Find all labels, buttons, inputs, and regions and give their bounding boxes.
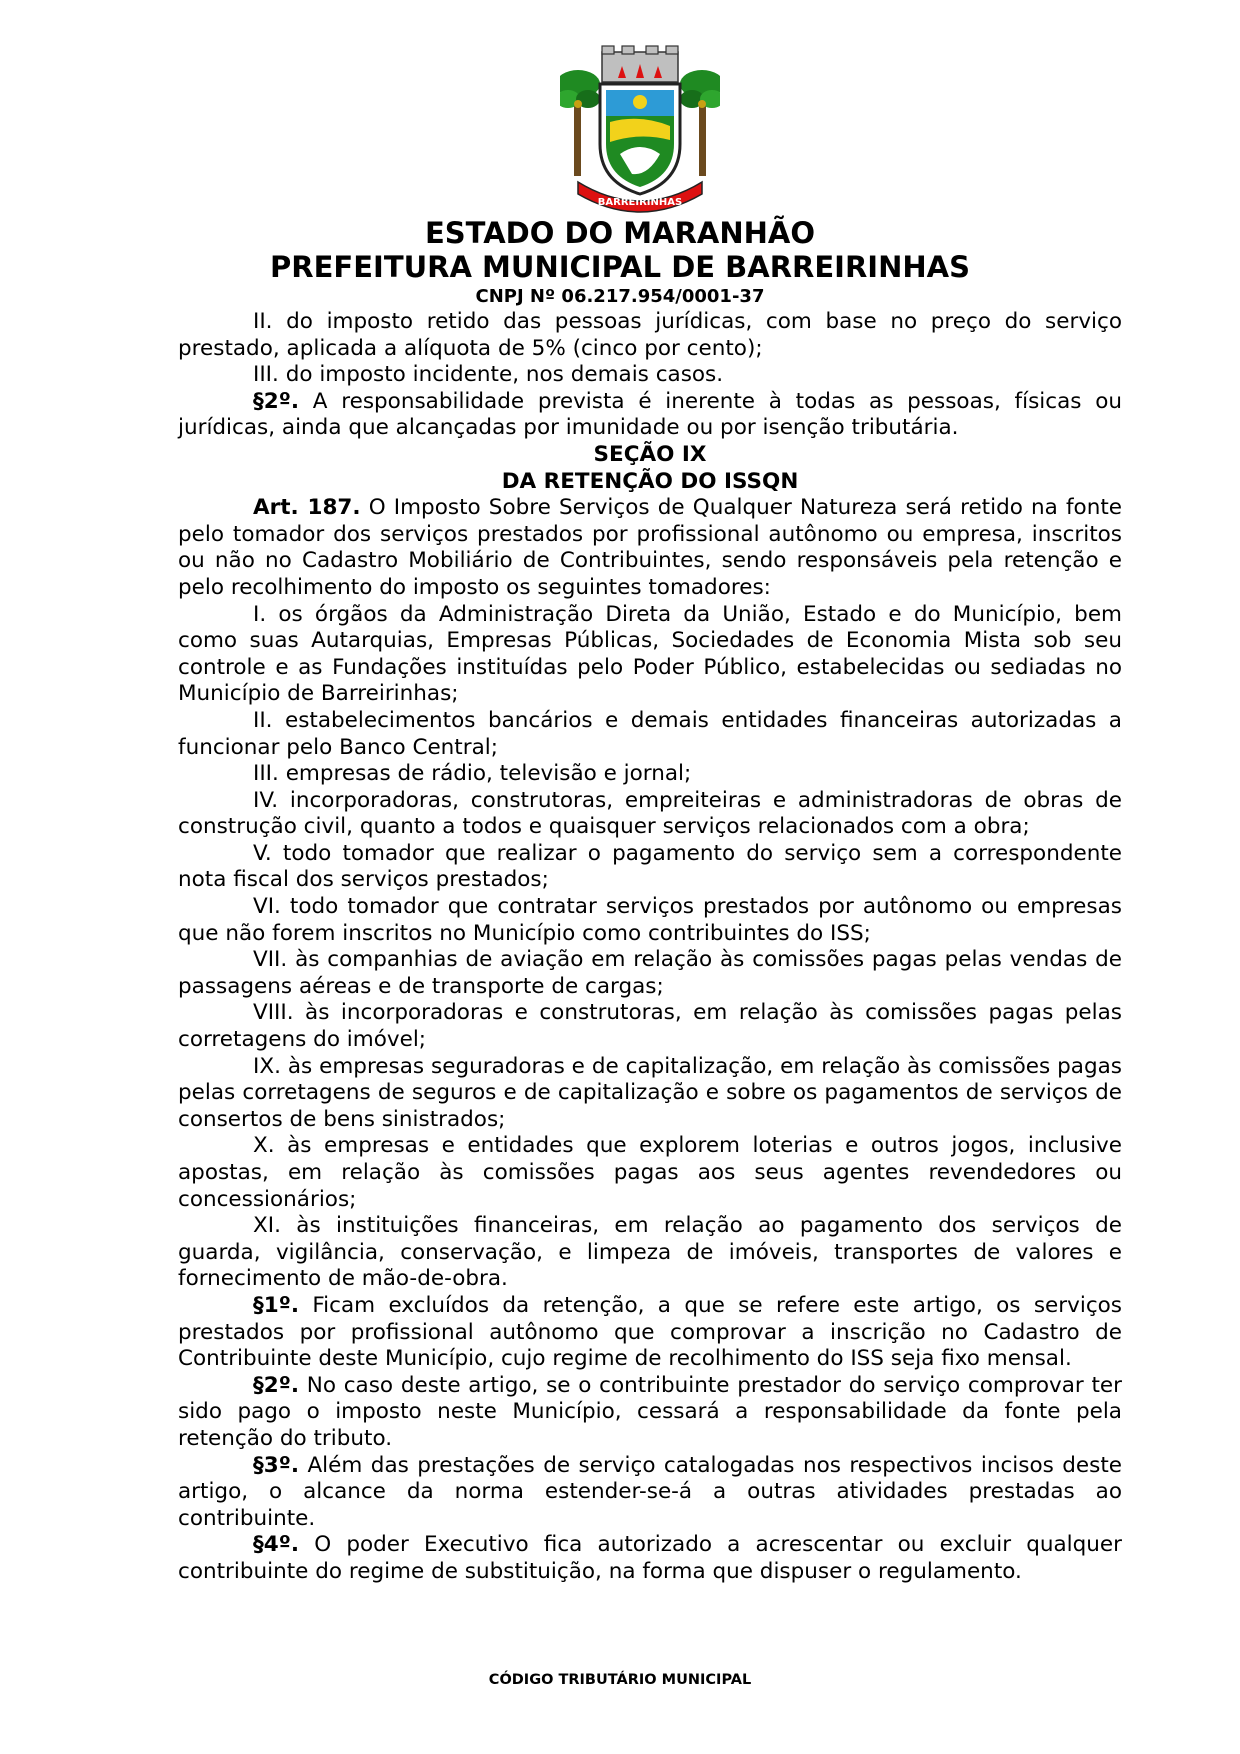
cnpj-line: CNPJ Nº 06.217.954/0001-37 xyxy=(475,286,765,307)
paragraph-1 xyxy=(178,1293,1122,1373)
paragraph-label: §4º. xyxy=(253,1532,300,1558)
inciso-item: VIII. às incorporadoras e construtoras, em relação às comissões pagas pelas corretagens do imóvel; xyxy=(178,1000,1122,1053)
article-label: Art. 187. xyxy=(253,495,361,521)
paragraph-text: O poder Executivo fica autorizado a acrescentar ou excluir qualquer contribuinte do regime de substituição, na forma que dispuser o regulamento. xyxy=(178,1532,1122,1584)
inciso-item: IX. às empresas seguradoras e de capitalização, em relação às comissões pagas pelas corretagens de seguros e de capitalização e sobre os pagamentos de serviços de consertos de bens sinistrados; xyxy=(178,1053,1122,1132)
svg-text:BARREIRINHAS: BARREIRINHAS xyxy=(597,197,683,208)
shield xyxy=(600,84,680,194)
page-footer: CÓDIGO TRIBUTÁRIO MUNICIPAL xyxy=(488,1672,752,1688)
article-187 xyxy=(178,495,1122,601)
inciso-iii: III. do imposto incidente, nos demais casos. xyxy=(253,362,724,388)
inciso-item: XI. às instituições financeiras, em relação ao pagamento dos serviços de guarda, vigilância, conservação, e limpeza de imóveis, transportes de valores e fornecimento de mão-de-obra. xyxy=(178,1213,1122,1292)
inciso-item: IV. incorporadoras, construtoras, empreiteiras e administradoras de obras de construção civil, quanto a todos e quaisquer serviços relacionados com a obra; xyxy=(178,787,1122,840)
paragraph-3 xyxy=(178,1453,1122,1533)
paragraph-text: No caso deste artigo, se o contribuinte prestador do serviço comprovar ter sido pago o imposto neste Município, cessará a responsabilidade da fonte pela retenção do tributo. xyxy=(178,1372,1122,1451)
paragraph-2b xyxy=(178,1373,1122,1453)
paragraph-label: §1º. xyxy=(253,1292,300,1318)
municipal-coat-of-arms xyxy=(560,44,720,216)
document-body xyxy=(178,309,1122,1586)
prefecture-heading: PREFEITURA MUNICIPAL DE BARREIRINHAS xyxy=(270,250,970,284)
inciso-ii: II. do imposto retido das pessoas jurídicas, com base no preço do serviço prestado, aplicada a alíquota de 5% (cinco por cento); xyxy=(178,309,1122,361)
inciso-item: V. todo tomador que realizar o pagamento do serviço sem a correspondente nota fiscal dos serviços prestados; xyxy=(178,840,1122,893)
inciso-item: III. empresas de rádio, televisão e jornal; xyxy=(253,761,692,787)
section-number: SEÇÃO IX xyxy=(593,441,707,467)
paragraph-label: §2º. xyxy=(253,388,300,414)
section-title: DA RETENÇÃO DO ISSQN xyxy=(501,468,799,494)
paragraph-label: §2º. xyxy=(253,1372,300,1398)
state-heading: ESTADO DO MARANHÃO xyxy=(424,216,816,250)
inciso-item: VI. todo tomador que contratar serviços prestados por autônomo ou empresas que não forem inscritos no Município como contribuintes do ISS; xyxy=(178,894,1122,946)
inciso-item: X. às empresas e entidades que explorem loterias e outros jogos, inclusive apostas, em relação às comissões pagas aos seus agentes revendedores ou concessionários; xyxy=(178,1133,1122,1212)
paragraph-text: A responsabilidade prevista é inerente à todas as pessoas, físicas ou jurídicas, ainda que alcançadas por imunidade ou por isenção tributária. xyxy=(178,388,1122,441)
mural-crown xyxy=(602,46,678,82)
article-text: O Imposto Sobre Serviços de Qualquer Natureza será retido na fonte pelo tomador dos serviços prestados por profissional autônomo ou empresa, inscritos ou não no Cadastro Mobiliário de Contribuintes, sendo responsáveis pela retenção e pelo recolhimento do imposto os seguintes tomadores: xyxy=(178,495,1122,600)
right-palm-tree xyxy=(680,70,720,176)
inciso-item: VII. às companhias de aviação em relação às comissões pagas pelas vendas de passagens aéreas e de transporte de cargas; xyxy=(178,947,1122,999)
inciso-item: II. estabelecimentos bancários e demais entidades financeiras autorizadas a funcionar pelo Banco Central; xyxy=(178,707,1122,760)
paragraph-label: §3º. xyxy=(253,1452,300,1478)
left-palm-tree xyxy=(560,70,600,176)
paragraph-2 xyxy=(178,389,1122,442)
paragraph-text: Além das prestações de serviço catalogadas nos respectivos incisos deste artigo, o alcance da norma estender-se-á a outras atividades prestadas ao contribuinte. xyxy=(178,1452,1122,1531)
paragraph-text: Ficam excluídos da retenção, a que se refere este artigo, os serviços prestados por profissional autônomo que comprovar a inscrição no Cadastro de Contribuinte deste Município, cujo regime de recolhimento do ISS seja fixo mensal. xyxy=(178,1292,1122,1372)
inciso-item: I. os órgãos da Administração Direta da União, Estado e do Município, bem como suas Autarquias, Empresas Públicas, Sociedades de Economia Mista sob seu controle e as Fundações instituídas pelo Poder Público, estabelecidas ou sediadas no Município de Barreirinhas; xyxy=(178,601,1122,707)
paragraph-4 xyxy=(178,1532,1122,1585)
